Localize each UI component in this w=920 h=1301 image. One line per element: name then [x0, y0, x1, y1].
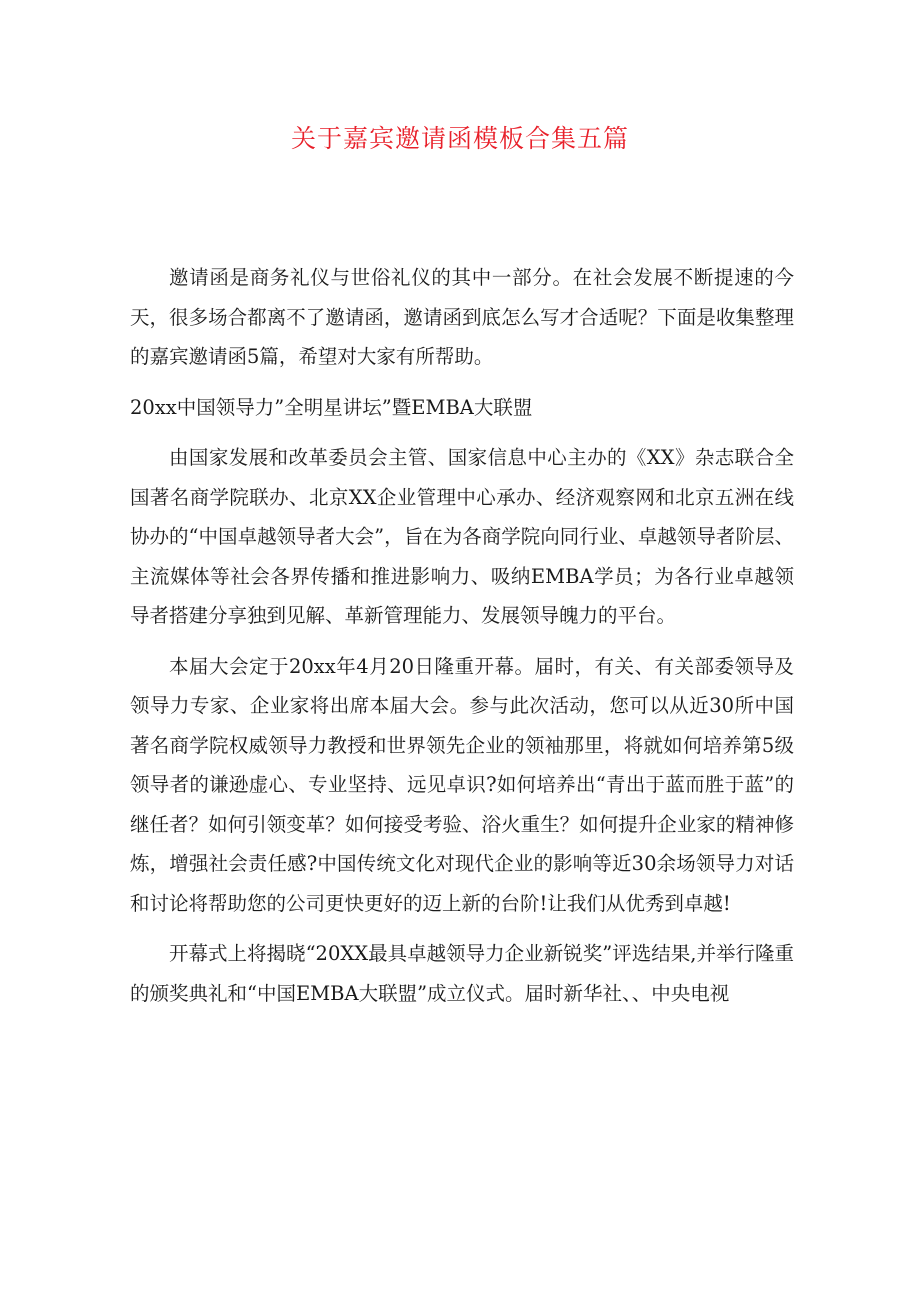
document-title: 关于嘉宾邀请函模板合集五篇	[290, 124, 629, 153]
body-paragraph: 本届大会定于20xx年4月20日隆重开幕。届时，有关、有关部委领导及领导力专家、企业家将出席本届大会。参与此次活动，您可以从近30所中国著名商学院权威领导力教授和世界领先企业的领袖那里，将就如何培养第5级领导者的谦逊虚心、专业坚持、远见卓识?如何培养出“青出于蓝而胜于蓝”的继任者？如何引领变革？如何接受考验、浴火重生？如何提升企业家的精神修炼，增强社会责任感?中国传统文化对现代企业的影响等近30余场领导力对话和讨论将帮助您的公司更快更好的迈上新的台阶!让我们从优秀到卓越!	[130, 654, 794, 915]
document-body	[130, 258, 794, 1024]
section-heading: 20xx中国领导力”全明星讲坛”暨EMBA大联盟	[130, 395, 533, 419]
body-paragraph: 由国家发展和改革委员会主管、国家信息中心主办的《XX》杂志联合全国著名商学院联办、北京XX企业管理中心承办、经济观察网和北京五洲在线协办的“中国卓越领导者大会”，旨在为各商学院向同行业、卓越领导者阶层、主流媒体等社会各界传播和推进影响力、吸纳EMBA学员；为各行业卓越领导者搭建分享独到见解、革新管理能力、发展领导魄力的平台。	[130, 446, 794, 627]
body-paragraph: 开幕式上将揭晓“20XX最具卓越领导力企业新锐奖”评选结果,并举行隆重的颁奖典礼和“中国EMBA大联盟”成立仪式。届时新华社、、中央电视	[130, 942, 794, 1005]
intro-paragraph: 邀请函是商务礼仪与世俗礼仪的其中一部分。在社会发展不断提速的今天，很多场合都离不了邀请函，邀请函到底怎么写才合适呢？下面是收集整理的嘉宾邀请函5篇，希望对大家有所帮助。	[130, 266, 794, 368]
